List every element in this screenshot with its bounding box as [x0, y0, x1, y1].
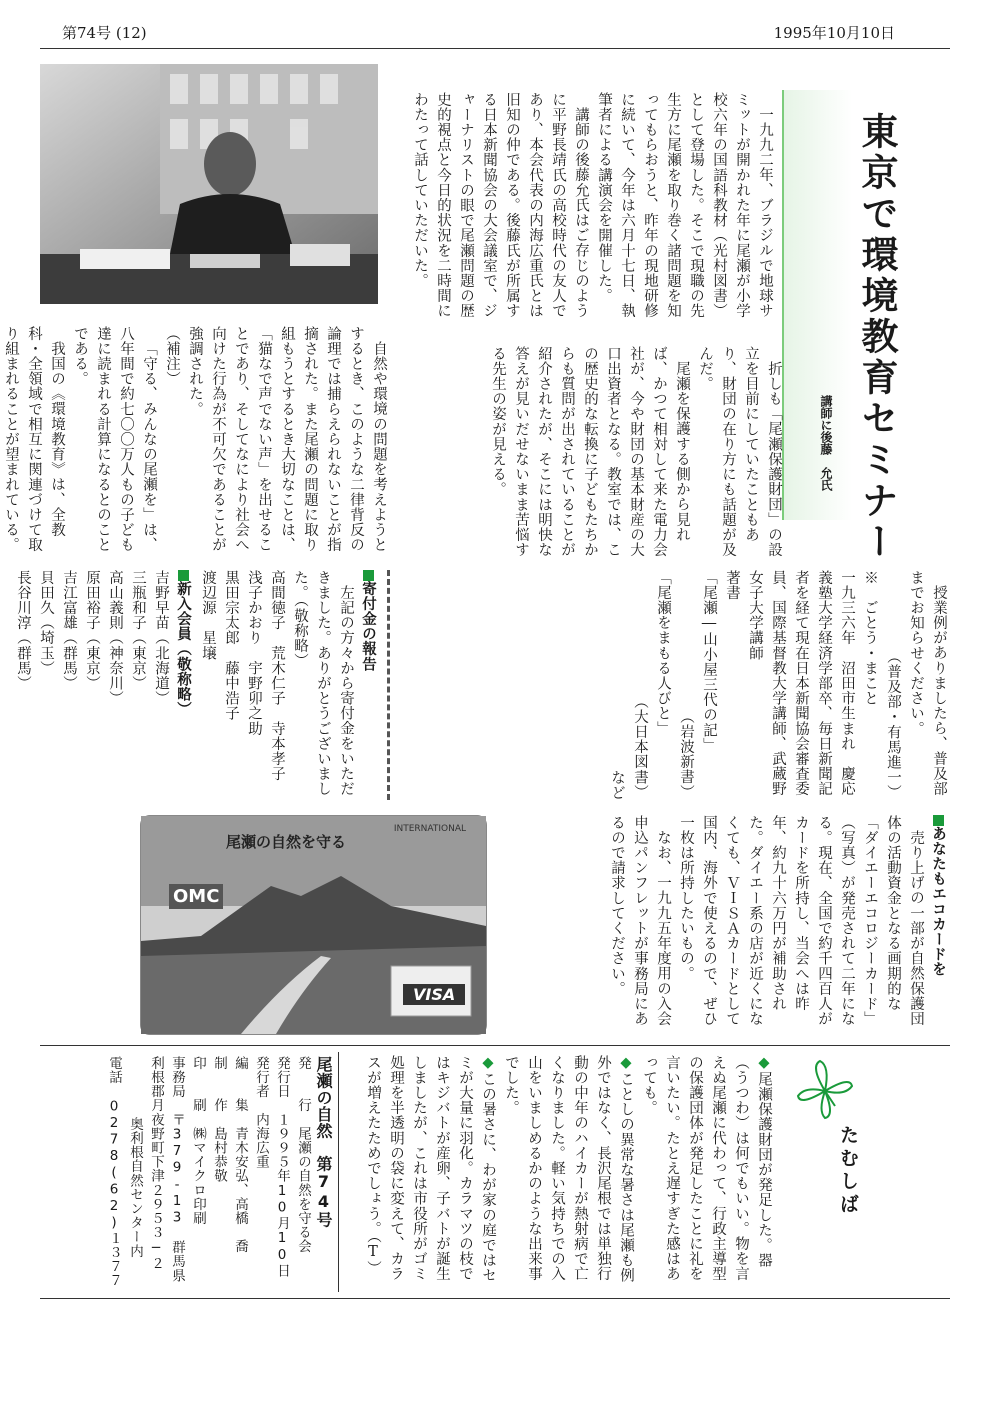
note-paragraph-3: 授業例がありましたら、普及部までお知らせください。 — [908, 570, 947, 796]
member-7: 長谷川淳（群馬） — [15, 570, 31, 691]
member-5: 吉江富雄（群馬） — [61, 570, 77, 691]
member-3: 高山義則（神奈川） — [107, 570, 123, 706]
colophon — [44, 1056, 334, 1288]
green-square-icon — [178, 570, 189, 581]
colophon-value: １９９５年10月10日 — [274, 1112, 290, 1278]
issue-number: 第74号 (12) — [62, 24, 147, 42]
card-international: INTERNATIONAL — [393, 824, 466, 834]
article-continued — [490, 346, 785, 561]
eco-card-image — [140, 815, 487, 1035]
colophon-label: 制 作 — [211, 1056, 227, 1113]
work-2: 「尾瀬をまもる人びと」 — [655, 570, 671, 737]
card-logo: OMC — [169, 884, 223, 909]
tamushiba-item-3: この暑さに、わが家の庭ではセミが大量に羽化。カラマツの枝ではキジバトが産卵、子バトが誕生しましたが、これは市役所がゴミ処理を半透明の袋に変えて、カラスが増えたためでしょう。 — [365, 1055, 496, 1284]
colophon-label: 編 集 — [232, 1056, 248, 1113]
tamushiba-signature: （T） — [365, 1236, 381, 1276]
member-2: 三瓶和子（東京） — [130, 570, 146, 691]
colophon-value: 尾瀬の自然を守る会 — [295, 1126, 311, 1254]
donations-text: 左記の方々から寄付金をいただきました。ありがとうございました。（敬称略） — [292, 570, 354, 797]
tamushiba-title: たむしば — [837, 1125, 859, 1217]
diamond-bullet-icon: ◆ — [480, 1055, 496, 1072]
note-heading: （補注） — [164, 326, 180, 387]
article-paragraph-2: 講師の後藤允氏はご存じのように平野長靖氏の高校時代の友人であり、本会代表の内海広重氏とは旧知の仲である。後藤氏が所属する日本新聞協会の大会議室で、ジャーナリストの眼で尾瀬問題の歴史的視点と今日的状況を二時間にわたって話していただいた。 — [412, 92, 589, 319]
green-square-icon — [363, 570, 374, 581]
colophon-label: 印 刷 — [190, 1056, 206, 1113]
donor-names-4: 渡辺源 星壌 — [200, 570, 216, 661]
tamushiba-text — [345, 1055, 775, 1290]
colophon-value: 0278(62)１３７７ — [106, 1098, 122, 1288]
colophon-value: ㈱マイクロ印刷 — [190, 1126, 206, 1226]
donations-heading: 寄付金の報告 — [360, 581, 377, 672]
works-tail: など — [609, 769, 625, 800]
article-paragraph-4: 尾瀬を保護する側から見れば、かつて相対して来た電力会社が、今や財団の基本財産の大口出資者となる。教室では、この歴史的な転換に子どもたちからも質問が出されていることが紹介されたが、そこには明快な答えが見いだせないまま苦悩する先生の姿が見える。 — [490, 346, 690, 558]
member-4: 原田裕子（東京） — [84, 570, 100, 691]
tamushiba-item-2: ことしの異常な暑さは尾瀬も例外ではなく、長沢尾根では単独行動の中年のハイカーが熱射病で亡くなりました。軽い気持ちでの入山をいましめるかのような出来事でした。 — [503, 1055, 634, 1284]
colophon-label: 電話 — [106, 1056, 122, 1085]
members-section — [15, 570, 195, 800]
footer-rule — [40, 1298, 950, 1299]
donor-names-1: 高間徳子 荒木仁子 寺本孝子 — [269, 570, 285, 782]
colophon-label: 発 行 — [295, 1056, 311, 1113]
colophon-title: 尾瀬の自然 第74号 — [314, 1056, 333, 1228]
header-rule — [40, 48, 950, 49]
colophon-value: 島村恭敬 — [211, 1126, 227, 1183]
article-intro — [390, 92, 776, 324]
ecocard-heading: あなたもエコカードを — [930, 826, 947, 977]
colophon-label: 事務局 — [169, 1056, 185, 1099]
work-2-publisher: （大日本図書） — [632, 694, 648, 800]
member-6: 貝田久（埼玉） — [38, 570, 54, 676]
ecocard-section — [520, 815, 950, 1037]
article-paragraph-1: 一九九二年、ブラジルで地球サミットが開かれた年に尾瀬が小学校六年の国語科教材（光村図書）として登場した。そこで現職の先生方に尾瀬を取り巻く諸問題を知ってもらおうと、昨年の現地研修に続いて、今年は六月十七日、執筆者による講演会を開催した。 — [596, 92, 773, 319]
green-square-icon — [933, 815, 944, 826]
note-signature: （普及部・有馬進一） — [885, 649, 901, 800]
visa-logo: VISA — [403, 984, 465, 1005]
note-paragraph-2: 我国の《環境教育》は、全教科・全領域で相互に関連づけて取り組まれることが望まれている。 — [3, 326, 65, 553]
works-heading: 著書 — [724, 570, 740, 601]
work-1-publisher: （岩波新書） — [678, 709, 694, 800]
ecocard-text: 売り上げの一部が自然保護団体の活動資金となる画期的な「ダイエーエコロジーカード」（写真）が発売されて二年になる。現在、全国で約千四百人がカードを所持し、当会へは昨年、約九十六万円が補助された。ダイエー系の店が近くになくても、ＶＩＳＡカードとして国内、海外で使えるので、ぜひ一枚は所持したいもの。 — [678, 815, 924, 1027]
flower-icon — [790, 1056, 860, 1126]
diamond-bullet-icon: ◆ — [756, 1055, 772, 1072]
article-title: 東京で環境教育セミナー — [855, 112, 899, 563]
donor-names-3: 黒田宗太郎 藤中浩子 — [223, 570, 239, 721]
colophon-label: 発行日 — [274, 1056, 290, 1099]
members-heading: 新入会員（敬称略） — [175, 581, 192, 717]
diamond-bullet-icon: ◆ — [618, 1055, 634, 1072]
work-1: 「尾瀬―山小屋三代の記」 — [701, 570, 717, 753]
colophon-value: 内海広重 — [253, 1112, 269, 1169]
article-conclusion — [3, 326, 390, 561]
ecocard-text-2: なお、一九九五年度用の入会申込パンフレットが事務局にあるので請求してください。 — [609, 815, 671, 1027]
donations-section — [200, 570, 380, 800]
note-paragraph-1: 「守る、みんなの尾瀬を」は、八年間で約七〇〇万人もの子ども達に読まれる計算になるとのことである。 — [72, 326, 157, 553]
donation-separator — [387, 570, 390, 800]
donor-names-2: 浅子かおり 宇野卯之助 — [246, 570, 262, 737]
bio-text: 一九三六年 沼田市生まれ 慶応義塾大学経済学部卒、毎日新聞記者を経て現在日本新聞協会審査委員、国際基督教大学講師、武蔵野女子大学講師 — [747, 570, 855, 797]
colophon-value: 奥利根自然センター内 — [127, 1116, 143, 1258]
article-paragraph-5: 自然や環境の問題を考えようとするとき、このような二律背反の論理では捕らえられないことが指摘された。また尾瀬の問題に取り組もうとするとき大切なことは、「猫なで声でない声」を出せることであり、そしてなにより社会へ向けた行為が不可欠であることが強調された。 — [187, 326, 387, 553]
lecturer-photo — [40, 64, 378, 304]
lecturer-photo-image — [40, 64, 378, 304]
bottom-section-rule — [40, 1045, 950, 1046]
note-and-bio — [520, 570, 950, 800]
member-1: 吉野早苗（北海道） — [153, 570, 169, 706]
colophon-value: 青木安弘、高橋 喬 — [232, 1126, 248, 1254]
card-title: 尾瀬の自然を守る — [226, 833, 347, 851]
article-speaker: 講師に後藤 允氏 — [819, 395, 833, 491]
tamushiba-item-1: 尾瀬保護財団が発足した。器（うつわ）は何でもいい。物を言えぬ尾瀬に代わって、行政主導型の保護団体が発足したことに礼を言いたい。たとえ遅すぎた感はあっても。 — [641, 1055, 772, 1282]
bio-mark: ※ — [862, 570, 878, 586]
bio-name: ごとう・まこと — [862, 600, 878, 706]
issue-date: 1995年10月10日 — [773, 24, 895, 42]
colophon-label: 発行者 — [253, 1056, 269, 1099]
colophon-value: 〒379-13 群馬県利根郡月夜野町下津２９５３−２ — [148, 1056, 185, 1283]
article-paragraph-3: 折しも「尾瀬保護財団」の設立を目前にしていたこともあり、財団の在り方にも話題が及んだ。 — [697, 346, 782, 558]
